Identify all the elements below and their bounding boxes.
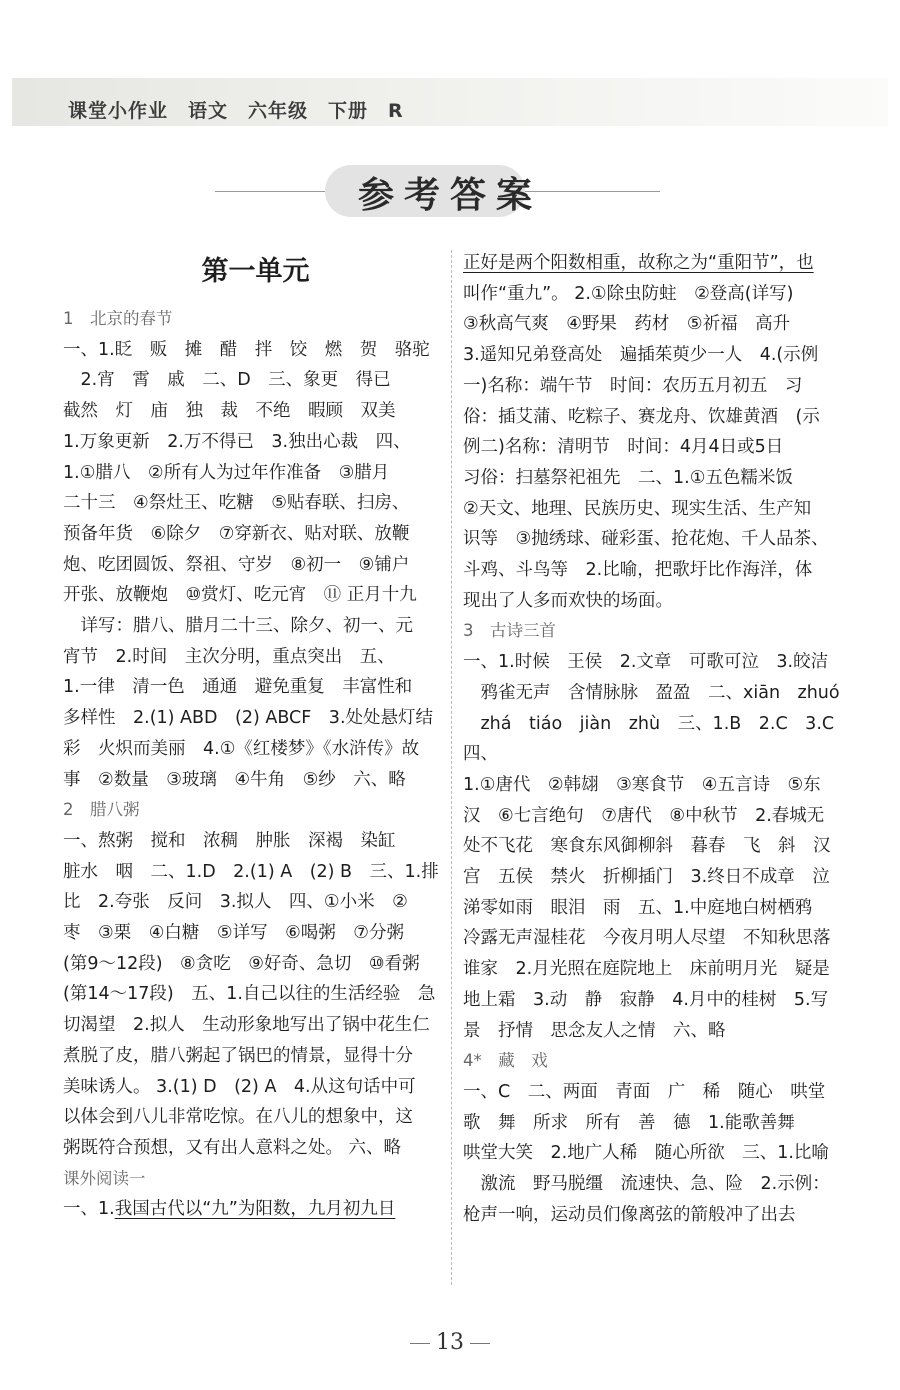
answer-line: 3.遥知兄弟登高处 遍插茱萸少一人 4.(示例 bbox=[463, 345, 819, 366]
page-number-footer bbox=[0, 1330, 900, 1355]
answer-line: 粥既符合预想，又有出人意料之处。 六、略 bbox=[63, 1137, 402, 1158]
answer-block bbox=[463, 1077, 848, 1231]
answer-line: (第9～12段) ⑧贪吃 ⑨好奇、急切 ⑩看粥 bbox=[63, 953, 420, 974]
answer-line: 1.万象更新 2.万不得已 3.独出心裁 四、 bbox=[63, 431, 411, 452]
underlined-text: 正好是两个阳数相重，故称之为“重阳节”，也 bbox=[463, 253, 814, 273]
underlined-text: 我国古代以“九”为阳数，九月初九日 bbox=[114, 1199, 396, 1220]
right-column bbox=[463, 248, 852, 1231]
answer-line: 激流 野马脱缰 流速快、急、险 2.示例： bbox=[463, 1174, 830, 1195]
footer-rule-left bbox=[410, 1343, 430, 1344]
answer-line: 彩 火炽而美丽 4.①《红楼梦》《水浒传》故 bbox=[63, 738, 420, 759]
page-number: 13 bbox=[436, 1330, 464, 1355]
answer-line: 1.一律 清一色 通通 避免重复 丰富性和 bbox=[63, 677, 413, 698]
answer-line: 习俗：扫墓祭祀祖先 二、1.①五色糯米饭 bbox=[463, 467, 793, 488]
answer-block bbox=[63, 826, 448, 1164]
section-title: 2 腊八粥 bbox=[63, 800, 140, 820]
answer-line: 俗：插艾蒲、吃粽子、赛龙舟、饮雄黄酒 (示 bbox=[463, 406, 820, 427]
answer-line: 开张、放鞭炮 ⑩赏灯、吃元宵 ⑪ 正月十九 bbox=[63, 585, 417, 606]
section-title: 课外阅读一 bbox=[63, 1168, 146, 1188]
answer-line: 2.宵 霄 戚 二、D 三、象更 得已 bbox=[63, 370, 391, 391]
answer-line: 汉 ⑥七言绝句 ⑦唐代 ⑧中秋节 2.春城无 bbox=[463, 805, 825, 826]
column-divider bbox=[451, 250, 452, 1285]
answer-line: 多样性 2.(1) ABD (2) ABCF 3.处处悬灯结 bbox=[63, 708, 434, 729]
unit-title: 第一单元 bbox=[201, 256, 310, 287]
answer-line: 宵节 2.时间 主次分明，重点突出 五、 bbox=[63, 646, 395, 667]
answer-line: 煮脱了皮，腊八粥起了锅巴的情景，显得十分 bbox=[63, 1045, 413, 1066]
answer-line: 鸦雀无声 含情脉脉 盈盈 二、xiān zhuó bbox=[463, 682, 840, 703]
answer-prefix: 一、1. bbox=[63, 1199, 115, 1220]
answer-line: 炮、吃团圆饭、祭祖、守岁 ⑧初一 ⑨铺户 bbox=[63, 554, 410, 575]
answer-line: 1.①腊八 ②所有人为过年作准备 ③腊月 bbox=[63, 462, 390, 483]
answer-line: 切渴望 2.拟人 生动形象地写出了锅中花生仁 bbox=[63, 1015, 430, 1036]
section-title: 1 北京的春节 bbox=[63, 309, 173, 328]
answer-line: 处不飞花 寒食东风御柳斜 暮春 飞 斜 汉 bbox=[463, 836, 831, 857]
answer-block bbox=[463, 647, 852, 1046]
answer-line: 谁家 2.月光照在庭院地上 床前明月光 疑是 bbox=[463, 959, 830, 980]
answer-line: 详写：腊八、腊月二十三、除夕、初一、元 bbox=[63, 616, 413, 637]
answer-line: 以体会到八儿非常吃惊。在八儿的想象中，这 bbox=[63, 1107, 413, 1128]
answer-line: 识等 ③抛绣球、碰彩蛋、抢花炮、千人品茶、 bbox=[463, 529, 829, 550]
answer-block bbox=[63, 335, 448, 796]
answer-line: 一、1.时候 王侯 2.文章 可歌可泣 3.皎洁 bbox=[463, 652, 829, 673]
answer-line: 美味诱人。 3.(1) D (2) A 4.从这句话中可 bbox=[63, 1076, 416, 1097]
answer-line: 冷露无声湿桂花 今夜月明人尽望 不知秋思落 bbox=[463, 928, 831, 949]
section-title: 4* 藏 戏 bbox=[463, 1051, 548, 1071]
left-column bbox=[63, 248, 448, 1225]
answer-line: 一、熬粥 搅和 浓稠 肿胀 深褐 染缸 bbox=[63, 830, 396, 851]
page-title-block bbox=[0, 155, 900, 225]
answer-line: ③秋高气爽 ④野果 药材 ⑤祈福 高升 bbox=[463, 314, 791, 335]
answer-line: 宫 五侯 禁火 折柳插门 3.终日不成章 泣 bbox=[463, 867, 830, 888]
answer-line: 哄堂大笑 2.地广人稀 随心所欲 三、1.比喻 bbox=[463, 1143, 829, 1164]
book-title: 课堂小作业 语文 六年级 下册 R bbox=[68, 100, 404, 122]
answer-line: 地上霜 3.动 静 寂静 4.月中的桂树 5.写 bbox=[463, 989, 829, 1010]
answer-line: 二十三 ④祭灶王、吃糖 ⑤贴春联、扫房、 bbox=[63, 493, 410, 514]
answer-line: 歌 舞 所求 所有 善 德 1.能歌善舞 bbox=[463, 1112, 795, 1133]
answer-line: 预备年货 ⑥除夕 ⑦穿新衣、贴对联、放鞭 bbox=[63, 523, 410, 544]
answer-line: 涕零如雨 眼泪 雨 五、1.中庭地白树栖鸦 bbox=[463, 897, 813, 918]
answer-line: 脏水 咽 二、1.D 2.(1) A (2) B 三、1.排 bbox=[63, 861, 439, 882]
footer-rule-right bbox=[470, 1343, 490, 1344]
answer-line: 例二)名称：清明节 时间：4月4日或5日 bbox=[463, 437, 784, 458]
answer-line bbox=[63, 1194, 448, 1225]
answer-line: 一)名称：端午节 时间：农历五月初五 习 bbox=[463, 375, 803, 396]
answer-line: 枪声一响，运动员们像离弦的箭般冲了出去 bbox=[463, 1204, 796, 1225]
answer-line: 1.①唐代 ②韩翃 ③寒食节 ④五言诗 ⑤东 bbox=[463, 774, 821, 795]
answer-line: 一、1.眨 贩 摊 醋 拌 饺 燃 贺 骆驼 bbox=[63, 339, 430, 360]
section-title: 3 古诗三首 bbox=[463, 621, 556, 641]
answer-line: 事 ②数量 ③玻璃 ④牛角 ⑤纱 六、略 bbox=[63, 769, 406, 790]
answer-line: 景 抒情 思念友人之情 六、略 bbox=[463, 1020, 726, 1041]
answer-line: zhá tiáo jiàn zhù 三、1.B 2.C 3.C 四、 bbox=[463, 713, 852, 765]
answer-line: 现出了人多而欢快的场面。 bbox=[463, 590, 673, 611]
answer-line: ②天文、地理、民族历史、现实生活、生产知 bbox=[463, 498, 812, 519]
answer-block bbox=[463, 279, 848, 617]
answer-line: 枣 ③栗 ④白糖 ⑤详写 ⑥喝粥 ⑦分粥 bbox=[63, 923, 404, 944]
answer-line: 叫作“重九”。 2.①除虫防蛀 ②登高(详写) bbox=[463, 283, 794, 304]
page-title: 参考答案 bbox=[357, 175, 542, 216]
answer-line: (第14～17段) 五、1.自己以往的生活经验 急 bbox=[63, 984, 436, 1005]
answer-line: 一、C 二、两面 青面 广 稀 随心 哄堂 bbox=[463, 1081, 826, 1102]
answer-line: 截然 灯 庙 独 裁 不绝 暇顾 双美 bbox=[63, 401, 396, 422]
answer-line: 斗鸡、斗鸟等 2.比喻，把歌圩比作海洋，体 bbox=[463, 560, 813, 581]
answer-line: 比 2.夸张 反问 3.拟人 四、①小米 ② bbox=[63, 892, 408, 913]
